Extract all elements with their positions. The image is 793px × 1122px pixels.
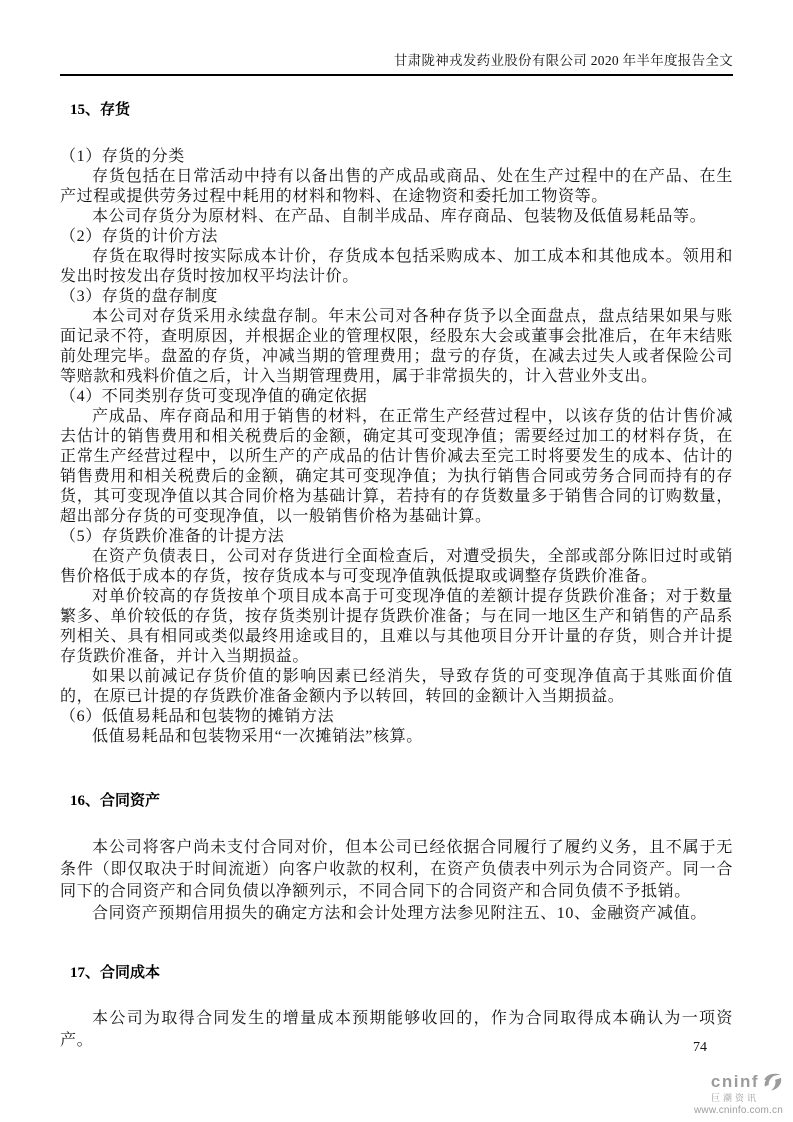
cninfo-url: www.cninfo.com.cn <box>694 1105 783 1116</box>
paragraph-item: （6）低值易耗品和包装物的摊销方法 <box>60 708 335 725</box>
cninfo-logo <box>694 1072 783 1116</box>
paragraph-body: 在资产负债表日，公司对存货进行全面检查后，对遭受损失，全部或部分陈旧过时或销售价格低于成本的存货，按存货成本与可变现净值孰低提取或调整存货跌价准备。 <box>60 548 733 585</box>
paragraph-body: 本公司将客户尚未支付合同对价，但本公司已经依据合同履行了履约义务，且不属于无条件（即仅取决于时间流逝）向客户收款的权利，在资产负债表中列示为合同资产。同一合同下的合同资产和合同负债以净额列示，不同合同下的合同资产和合同负债不予抵销。 <box>60 839 733 900</box>
section-title-contract-costs: 17、合同成本 <box>70 965 161 981</box>
section-inventory-body <box>60 147 733 747</box>
section-contract-costs <box>60 961 733 1052</box>
paragraph-body: 如果以前减记存货价值的影响因素已经消失，导致存货的可变现净值高于其账面价值的，在原已计提的存货跌价准备金额内予以转回，转回的金额计入当期损益。 <box>60 668 733 705</box>
page-number: 74 <box>693 1040 707 1055</box>
paragraph-item: （3）存货的盘存制度 <box>60 288 219 305</box>
paragraph-body: 存货包括在日常活动中持有以备出售的产成品或商品、处在生产过程中的在产品、在生产过程或提供劳务过程中耗用的材料和物料、在途物资和委托加工物资等。 <box>60 168 733 205</box>
paragraph-item: （2）存货的计价方法 <box>60 228 219 245</box>
paragraph-body: 合同资产预期信用损失的确定方法和会计处理方法参见附注五、10、金融资产减值。 <box>92 905 707 922</box>
paragraph-item: （5）存货跌价准备的计提方法 <box>60 528 285 545</box>
paragraph-item: （4）不同类别存货可变现净值的确定依据 <box>60 388 368 405</box>
section-contract-costs-body <box>60 1008 733 1052</box>
section-contract-assets-body <box>60 837 733 925</box>
paragraph-body: 对单价较高的存货按单个项目成本高于可变现净值的差额计提存货跌价准备；对于数量繁多、单价较低的存货，按存货类别计提存货跌价准备；与在同一地区生产和销售的产品系列相关、具有相同或类似最终用途或目的，且难以与其他项目分开计量的存货，则合并计提存货跌价准备，并计入当期损益。 <box>60 588 733 665</box>
paragraph-body: 本公司对存货采用永续盘存制。年末公司对各种存货予以全面盘点，盘点结果如果与账面记录不符，查明原因，并根据企业的管理权限，经股东大会或董事会批准后，在年末结账前处理完毕。盘盈的存货，冲减当期的管理费用；盘亏的存货，在减去过失人或者保险公司等赔款和残料价值之后，计入当期管理费用，属于非常损失的，计入营业外支出。 <box>60 308 733 385</box>
page-content <box>60 0 733 1052</box>
paragraph-body: 本公司为取得合同发生的增量成本预期能够收回的，作为合同取得成本确认为一项资产。 <box>60 1010 733 1049</box>
paragraph-body: 产成品、库存商品和用于销售的材料，在正常生产经营过程中，以该存货的估计售价减去估计的销售费用和相关税费后的金额，确定其可变现净值；需要经过加工的材料存货，在正常生产经营过程中，以所生产的产成品的估计售价减去至完工时将要发生的成本、估计的销售费用和相关税费后的金额，确定其可变现净值；为执行销售合同或劳务合同而持有的存货，其可变现净值以其合同价格为基础计算，若持有的存货数量多于销售合同的订购数量，超出部分存货的可变现净值，以一般销售价格为基础计算。 <box>60 408 733 525</box>
paragraph-body: 存货在取得时按实际成本计价，存货成本包括采购成本、加工成本和其他成本。领用和发出时按发出存货时按加权平均法计价。 <box>60 248 733 285</box>
page-header-title: 甘肃陇神戎发药业股份有限公司 2020 年半年度报告全文 <box>393 53 733 68</box>
cninfo-logo-row <box>694 1072 783 1092</box>
cninfo-swirl-icon <box>761 1072 783 1092</box>
cninfo-brand-text: cninf <box>710 1072 759 1091</box>
section-title-inventory: 15、存货 <box>70 102 131 118</box>
cninfo-chinese-name: 巨潮资讯 <box>710 1093 759 1103</box>
paragraph-body: 本公司存货分为原材料、在产品、自制半成品、库存商品、包装物及低值易耗品等。 <box>92 208 707 225</box>
paragraph-body: 低值易耗品和包装物采用“一次摊销法”核算。 <box>92 728 423 745</box>
page-header <box>60 0 733 76</box>
paragraph-item: （1）存货的分类 <box>60 148 185 165</box>
section-title-contract-assets: 16、合同资产 <box>70 793 161 809</box>
section-contract-assets <box>60 789 733 925</box>
section-inventory <box>60 98 733 747</box>
